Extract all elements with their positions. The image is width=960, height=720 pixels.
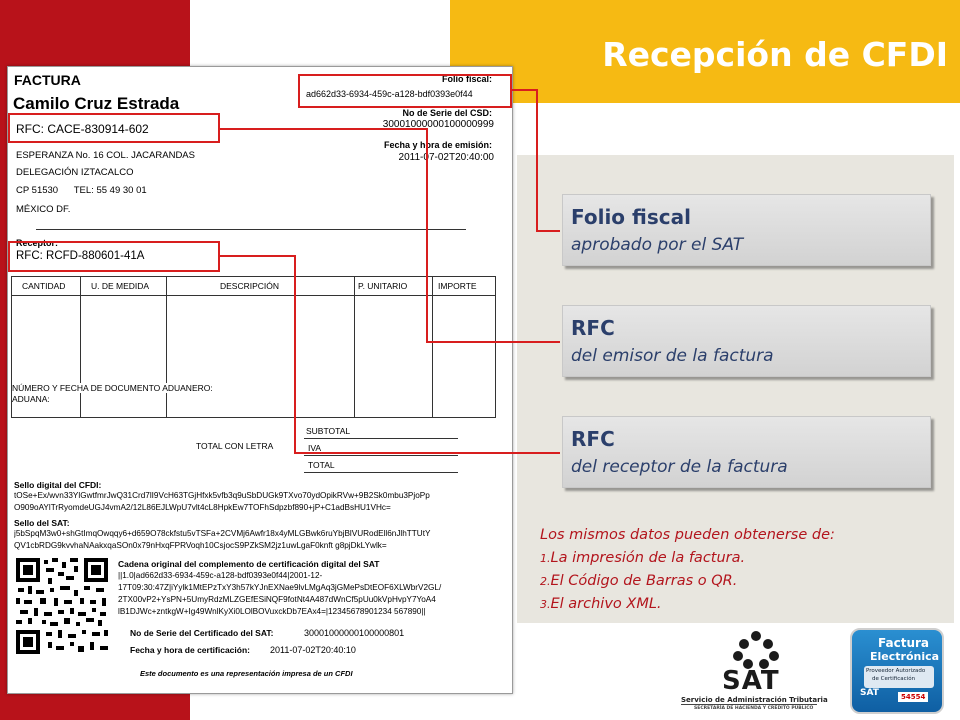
col-header: U. DE MEDIDA	[91, 281, 150, 291]
callout-folio-fiscal	[562, 194, 931, 266]
sat-dots-icon	[726, 630, 786, 670]
note-item-text: El archivo XML.	[550, 596, 662, 612]
sello-cfdi-line-2: O909oAYlTrRyomdeUGJ4vmA2/12L86EJLWpU7vlt4cL8HpkEw7TOFhSdpzbf890+jP+C1adBsHU1VHc=	[14, 503, 391, 512]
sat-line-1: Servicio de Administración Tributaria	[681, 696, 828, 704]
col-header: CANTIDAD	[22, 281, 66, 291]
invoice-heading: FACTURA	[14, 72, 81, 88]
col-header: DESCRIPCIÓN	[220, 281, 280, 291]
fecha-emision-value: 2011-07-02T20:40:00	[398, 152, 494, 163]
callout-title: RFC	[571, 427, 615, 451]
total-label: TOTAL	[308, 460, 335, 470]
sello-sat-label: Sello del SAT:	[14, 518, 70, 528]
sello-sat-line-2: QV1cbRDG9kvvhaNAakxqaSOn0x79nHxqFPRVoqh10CsjocS9PZkSM2jz1uwLgaF0knft g8pjDkLYwlk=	[14, 541, 387, 550]
callout-subtitle: del emisor de la factura	[571, 346, 774, 366]
callout-subtitle: del receptor de la factura	[571, 457, 788, 477]
note-item-1	[540, 550, 745, 566]
receptor-rfc: RFC: RCFD-880601-41A	[16, 250, 145, 262]
badge-line-1: Factura	[878, 636, 929, 650]
badge-code: 54554	[898, 692, 928, 702]
note-item-text: El Código de Barras o QR.	[550, 573, 738, 589]
fecha-emision-label: Fecha y hora de emisión:	[383, 140, 492, 150]
folio-value: ad662d33-6934-459c-a128-bdf0393e0f44	[306, 89, 473, 99]
callout-subtitle: aprobado por el SAT	[571, 235, 744, 255]
callout-title: RFC	[571, 316, 615, 340]
col-header: P. UNITARIO	[358, 281, 408, 291]
total-letra-label: TOTAL CON LETRA	[196, 441, 274, 451]
serie-cert-label: No de Serie del Certificado del SAT:	[130, 628, 274, 638]
badge-line-3: Proveedor Autorizado	[866, 668, 926, 674]
sat-brand: SAT	[722, 666, 780, 696]
badge-brand: SAT	[860, 688, 879, 698]
address-line-1: ESPERANZA No. 16 COL. JACARANDAS	[16, 150, 195, 161]
note-item-number: 3.	[540, 598, 551, 611]
aduanero-line-2: ADUANA:	[12, 394, 50, 404]
sello-sat-line-1: j5bSpqM3w0+shGtImqOwqqy6+d659O78ckfstu5vTSFa+2CVMj6Awfr18x4yMLGBwk6ruYbjBlVURodEll6nJlhTTUtY	[14, 529, 431, 538]
folio-label: Folio fiscal:	[441, 74, 492, 84]
factura-electronica-badge	[850, 628, 944, 714]
fecha-cert-value: 2011-07-02T20:40:10	[270, 645, 356, 655]
note-item-text: La impresión de la factura.	[550, 550, 746, 566]
badge-line-2: Electrónica	[870, 650, 940, 663]
note-intro: Los mismos datos pueden obtenerse de:	[540, 527, 835, 543]
note-item-number: 2.	[540, 575, 551, 588]
address-line-3: CP 51530 TEL: 55 49 30 01	[16, 185, 147, 196]
sello-cfdi-label: Sello digital del CFDI:	[14, 480, 102, 490]
cadena-line-1: ||1.0|ad662d33-6934-459c-a128-bdf0393e0f44|2001-12-	[118, 571, 323, 580]
note-item-3	[540, 596, 662, 612]
cadena-label: Cadena original del complemento de certificación digital del SAT	[118, 559, 380, 569]
callout-rfc-emisor	[562, 305, 931, 377]
serie-csd-label: No de Serie del CSD:	[402, 108, 492, 118]
invoice-footer: Este documento es una representación impresa de un CFDI	[140, 669, 353, 678]
cadena-line-2: 17T09:30:47Z|iYylk1MtEPzTxY3h57kYJnEXNae9lvLMgAq3jGMePsDtEOF6XLWbrV2GL/	[118, 583, 442, 592]
callout-title: Folio fiscal	[571, 205, 691, 229]
issuer-rfc: RFC: CACE-830914-602	[16, 122, 149, 136]
receptor-label: Receptor:	[16, 238, 59, 248]
address-line-2: DELEGACIÓN IZTACALCO	[16, 167, 134, 178]
page-title: Recepción de CFDI	[602, 35, 948, 74]
col-header: IMPORTE	[438, 281, 477, 291]
fecha-cert-label: Fecha y hora de certificación:	[130, 645, 250, 655]
note-item-2	[540, 573, 737, 589]
serie-cert-value: 30001000000100000801	[304, 628, 405, 638]
address-line-4: MÉXICO DF.	[16, 204, 71, 215]
serie-csd-value: 30001000000100000999	[382, 119, 494, 130]
cadena-line-4: lB1DJWc+zntkgW+Ig49WnlKyXi0LOlBOVuxckDb7EAx4=|12345678901234 567890||	[118, 607, 426, 616]
sello-cfdi-line-1: tOSe+Ex/wvn33YlGwtfmrJwQ31Crd7lI9VcH63TGjHfxk5vfb3q9uSbDUGk9TXvo70ydOpikRVw+9B2Sk0mbu3PjoPp	[14, 491, 430, 500]
sat-line-2: SECRETARÍA DE HACIENDA Y CRÉDITO PÚBLICO	[694, 706, 814, 711]
callout-rfc-receptor	[562, 416, 931, 488]
badge-line-4: de Certificación	[872, 676, 916, 682]
issuer-name: Camilo Cruz Estrada	[13, 94, 180, 113]
subtotal-label: SUBTOTAL	[306, 426, 351, 436]
iva-label: IVA	[308, 443, 322, 453]
cadena-line-3: 2TX00vP2+YsPN+5UmyRdzMLZGEfESiNQF9fotNt4A487dWnCf5pUu0kVpHvpY7YoA4	[118, 595, 436, 604]
note-item-number: 1.	[540, 552, 551, 565]
aduanero-line-1: NÚMERO Y FECHA DE DOCUMENTO ADUANERO:	[12, 383, 213, 393]
sat-rule	[681, 704, 817, 705]
